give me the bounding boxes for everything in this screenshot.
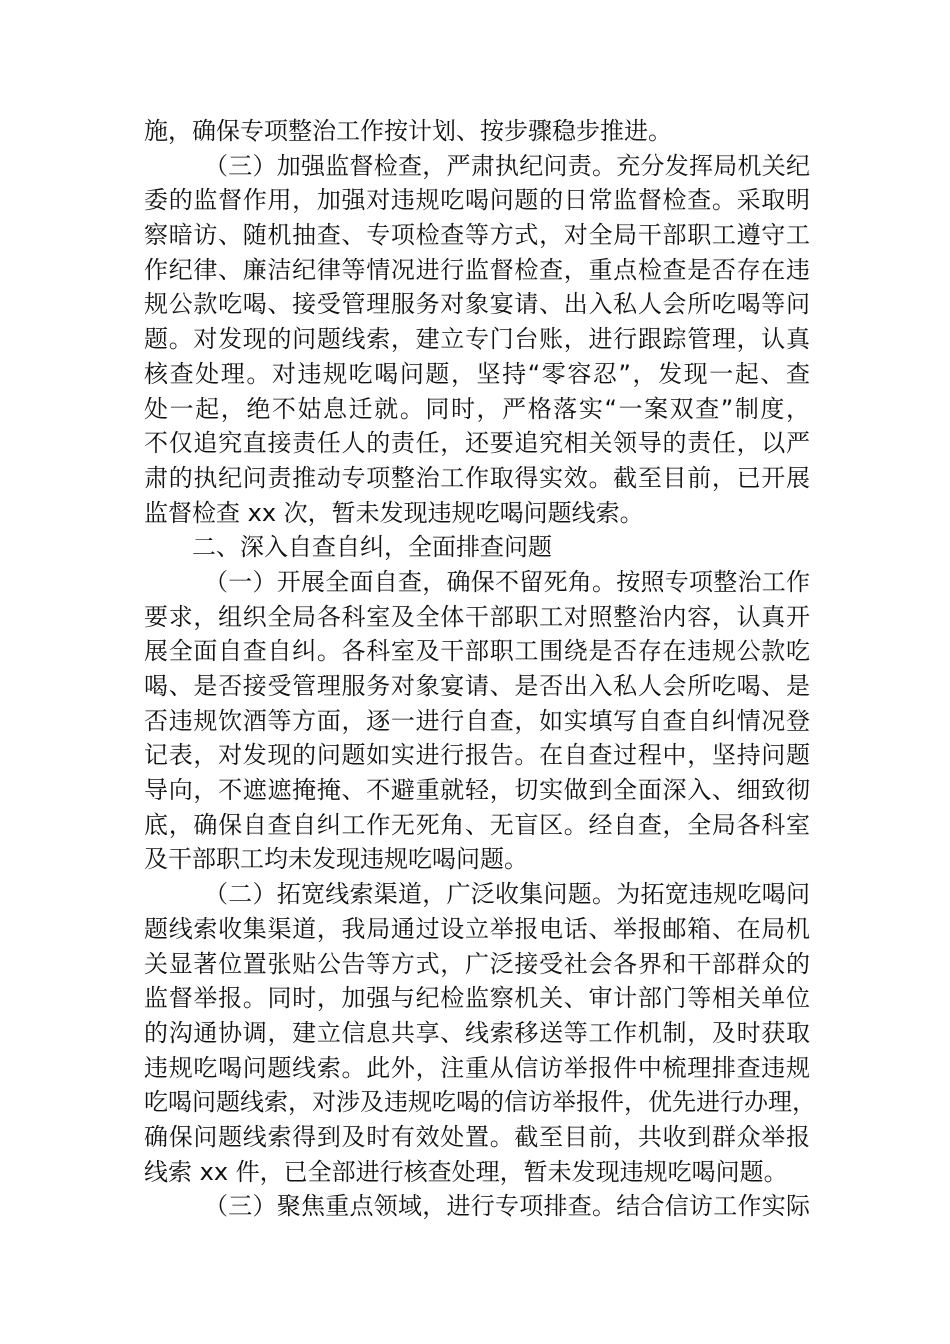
section-heading: 二、深入自查自纠，全面排查问题 [192, 533, 552, 562]
text-line: 题线索收集渠道，我局通过设立举报电话、举报邮箱、在局机 [144, 914, 810, 943]
text-line: （三）加强监督检查，严肃执纪问责。充分发挥局机关纪 [204, 151, 810, 180]
text-line: 喝、是否接受管理服务对象宴请、是否出入私人会所吃喝、是 [144, 672, 810, 700]
text-line: 违规吃喝问题线索。此外，注重从信访举报件中梳理排查违规 [144, 1053, 810, 1082]
text-line: 及干部职工均未发现违规吃喝问题。 [144, 845, 528, 874]
text-line: 规公款吃喝、接受管理服务对象宴请、出入私人会所吃喝等问 [144, 290, 810, 319]
text-line: 施，确保专项整治工作按计划、按步骤稳步推进。 [144, 117, 672, 145]
document-body [144, 114, 816, 1224]
text-line: 题。对发现的问题线索，建立专门台账，进行跟踪管理，认真 [144, 325, 810, 354]
text-line: （一）开展全面自查，确保不留死角。按照专项整治工作 [204, 567, 810, 596]
text-line: （二）拓宽线索渠道，广泛收集问题。为拓宽违规吃喝问 [204, 880, 810, 909]
text-line: 吃喝问题线索，对涉及违规吃喝的信访举报件，优先进行办理， [144, 1088, 816, 1117]
text-line: 底，确保自查自纠工作无死角、无盲区。经自查，全局各科室 [144, 810, 810, 839]
text-line: 确保问题线索得到及时有效处置。截至目前，共收到群众举报 [144, 1122, 810, 1151]
text-line: 作纪律、廉洁纪律等情况进行监督检查，重点检查是否存在违 [144, 255, 810, 284]
text-line: 核查处理。对违规吃喝问题，坚持“零容忍”，发现一起、查 [144, 359, 810, 388]
text-line: 的沟通协调，建立信息共享、线索移送等工作机制，及时获取 [144, 1018, 810, 1047]
text-line: 肃的执纪问责推动专项整治工作取得实效。截至目前，已开展 [144, 463, 810, 492]
text-line: （三）聚焦重点领域，进行专项排查。结合信访工作实际 [204, 1192, 810, 1221]
text-line: 监督检查 xx 次，暂未发现违规吃喝问题线索。 [144, 498, 644, 527]
text-line: 监督举报。同时，加强与纪检监察机关、审计部门等相关单位 [144, 984, 810, 1013]
text-line: 记表，对发现的问题如实进行报告。在自查过程中，坚持问题 [144, 741, 810, 770]
text-line: 委的监督作用，加强对违规吃喝问题的日常监督检查。采取明 [144, 186, 810, 215]
text-line: 否违规饮酒等方面，逐一进行自查，如实填写自查自纠情况登 [144, 706, 810, 735]
text-line: 展全面自查自纠。各科室及干部职工围绕是否存在违规公款吃 [144, 637, 810, 666]
text-line: 导向，不遮遮掩掩、不避重就轻，切实做到全面深入、细致彻 [144, 776, 810, 805]
text-line: 要求，组织全局各科室及全体干部职工对照整治内容，认真开 [144, 602, 810, 631]
text-line: 线索 xx 件，已全部进行核查处理，暂未发现违规吃喝问题。 [144, 1157, 788, 1186]
text-line: 关显著位置张贴公告等方式，广泛接受社会各界和干部群众的 [144, 949, 810, 978]
text-line: 不仅追究直接责任人的责任，还要追究相关领导的责任，以严 [144, 429, 810, 458]
text-line: 察暗访、随机抽查、专项检查等方式，对全局干部职工遵守工 [144, 221, 810, 250]
text-line: 处一起，绝不姑息迁就。同时，严格落实“一案双查”制度， [144, 394, 810, 423]
